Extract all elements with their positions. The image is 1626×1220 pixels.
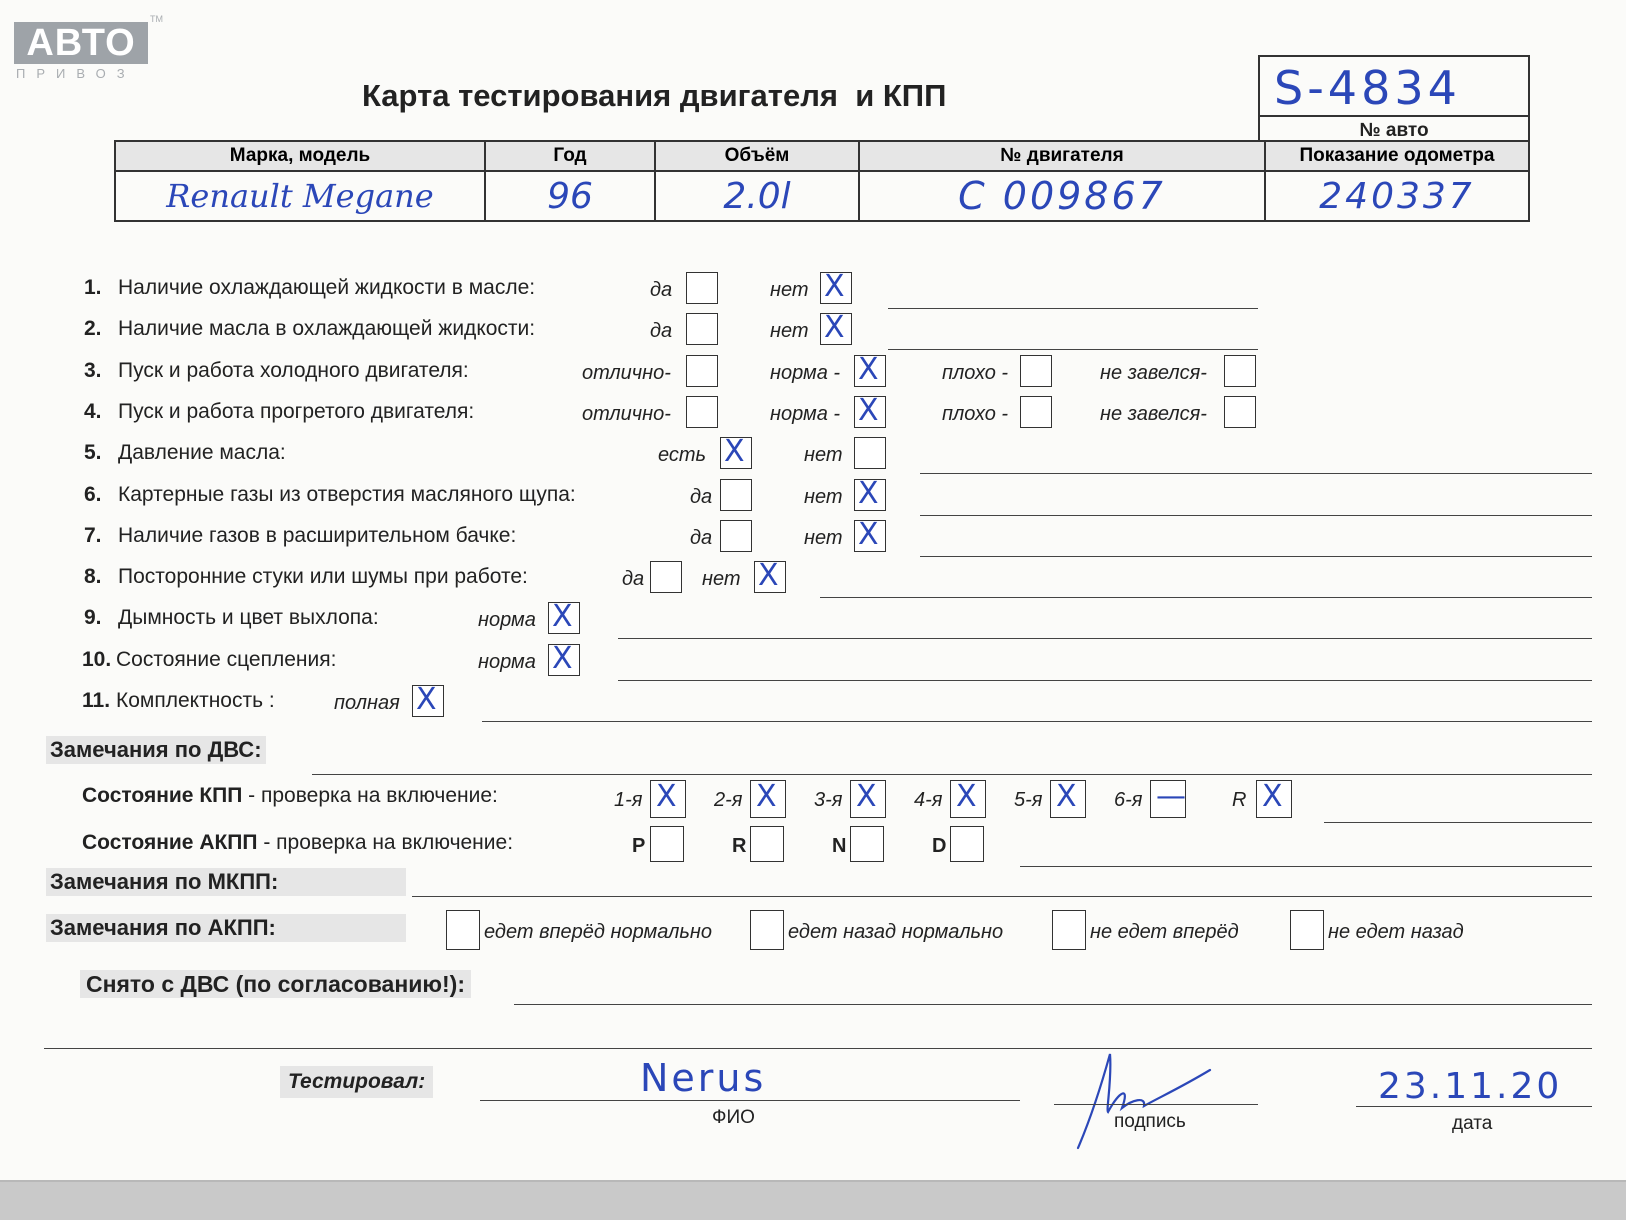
removed-line-2[interactable] bbox=[44, 1048, 1592, 1049]
logo-subtitle: ПРИВОЗ bbox=[16, 66, 136, 81]
option-label: нет bbox=[702, 568, 741, 591]
checkbox[interactable] bbox=[686, 313, 718, 345]
kpp-gear-checkbox[interactable] bbox=[950, 780, 986, 818]
kpp-label bbox=[82, 784, 498, 808]
remarks-akpp-label: Замечания по АКПП: bbox=[46, 914, 406, 942]
akpp-remark-label: едет вперёд нормально bbox=[484, 921, 713, 943]
checkbox[interactable] bbox=[854, 475, 886, 511]
column-header: Объём bbox=[655, 141, 859, 171]
column-header: Марка, модель bbox=[115, 141, 485, 171]
remarks-line[interactable] bbox=[920, 556, 1592, 557]
question-text: Наличие масла в охлаждающей жидкости: bbox=[118, 317, 536, 341]
remarks-mkpp-line[interactable] bbox=[412, 896, 1592, 897]
kpp-label-bold: Состояние КПП bbox=[82, 784, 243, 807]
question-text: Комплектность : bbox=[116, 689, 275, 712]
checkbox[interactable] bbox=[686, 396, 718, 428]
name-caption: ФИО bbox=[712, 1107, 755, 1128]
checkbox[interactable] bbox=[854, 351, 886, 387]
question-number: 11. bbox=[82, 689, 111, 712]
check-mark: X bbox=[552, 599, 573, 635]
odometer-value[interactable]: 240337 bbox=[1265, 171, 1529, 221]
car-number-box bbox=[1258, 55, 1530, 117]
column-header: Год bbox=[485, 141, 655, 171]
logo bbox=[14, 22, 148, 64]
question-number: 7. bbox=[84, 523, 102, 547]
option-label: нет bbox=[804, 444, 843, 467]
checkbox[interactable] bbox=[754, 558, 786, 594]
option-label: плохо - bbox=[942, 361, 1009, 384]
option-label: норма bbox=[478, 609, 536, 632]
car-number-label: № авто bbox=[1258, 117, 1530, 144]
remarks-line[interactable] bbox=[888, 308, 1258, 309]
checkbox[interactable] bbox=[820, 269, 852, 304]
removed-label-text: Снято с ДВС (по согласованию!): bbox=[86, 971, 465, 997]
question-number: 8. bbox=[84, 565, 102, 589]
signature-caption: подпись bbox=[1114, 1111, 1186, 1132]
akpp-label-rest: - проверка на включение: bbox=[257, 831, 514, 854]
question-number: 10. bbox=[82, 647, 112, 671]
akpp-gear-checkbox[interactable] bbox=[950, 826, 984, 862]
check-mark: X bbox=[1056, 779, 1077, 814]
option-label: полная bbox=[334, 692, 400, 714]
kpp-gear-label: 4-я bbox=[914, 789, 943, 811]
remarks-mkpp-label: Замечания по МКПП: bbox=[46, 868, 406, 896]
check-mark: X bbox=[824, 269, 845, 304]
question-number: 1. bbox=[84, 276, 102, 299]
engine-number-value[interactable]: C 009867 bbox=[859, 171, 1265, 221]
question-number: 5. bbox=[84, 441, 102, 465]
checkbox[interactable] bbox=[720, 434, 752, 470]
question-text: Давление масла: bbox=[118, 441, 286, 465]
check-mark: X bbox=[956, 779, 977, 814]
akpp-remarks-line[interactable] bbox=[1020, 866, 1592, 867]
checkbox[interactable] bbox=[854, 392, 886, 428]
option-label: нет bbox=[770, 320, 809, 343]
akpp-remark-checkbox[interactable] bbox=[1052, 910, 1086, 950]
year-value[interactable]: 96 bbox=[485, 171, 655, 221]
page-title: Карта тестирования двигателя и КПП bbox=[362, 78, 947, 113]
check-mark: X bbox=[416, 682, 437, 717]
kpp-gear-label: 2-я bbox=[714, 789, 743, 811]
remarks-line[interactable] bbox=[482, 721, 1592, 722]
akpp-gear-label: P bbox=[632, 835, 646, 857]
kpp-gear-checkbox[interactable] bbox=[750, 780, 786, 818]
question-text: Наличие газов в расширительном бачке: bbox=[118, 523, 517, 547]
kpp-gear-checkbox[interactable] bbox=[1150, 780, 1186, 818]
check-mark: X bbox=[858, 475, 879, 511]
checkbox[interactable] bbox=[720, 479, 752, 511]
option-label: не завелся- bbox=[1100, 361, 1207, 384]
option-label: нет bbox=[770, 279, 809, 301]
checkbox[interactable] bbox=[1020, 355, 1052, 387]
question-number: 4. bbox=[84, 399, 102, 423]
remarks-line[interactable] bbox=[920, 473, 1592, 474]
check-mark: X bbox=[758, 558, 779, 594]
removed-line[interactable] bbox=[514, 1004, 1592, 1005]
logo-text: АВТО bbox=[26, 22, 136, 64]
kpp-gear-checkbox[interactable] bbox=[1256, 780, 1292, 818]
akpp-gear-checkbox[interactable] bbox=[850, 826, 884, 862]
signature-scribble bbox=[1060, 1040, 1240, 1160]
name-line bbox=[480, 1100, 1020, 1101]
akpp-remark-checkbox[interactable] bbox=[1290, 910, 1324, 950]
option-label: да bbox=[690, 526, 713, 549]
model-value[interactable]: Renault Megane bbox=[115, 171, 485, 221]
option-label: да bbox=[650, 320, 673, 343]
check-mark: X bbox=[756, 779, 777, 814]
remarks-dvs-label: Замечания по ДВС: bbox=[46, 736, 266, 764]
date-caption: дата bbox=[1452, 1113, 1493, 1134]
kpp-gear-label: 1-я bbox=[614, 789, 643, 811]
remarks-dvs-line[interactable] bbox=[312, 774, 1592, 775]
option-label: нет bbox=[804, 526, 843, 549]
signature-line[interactable] bbox=[1054, 1104, 1258, 1105]
check-mark: X bbox=[858, 351, 879, 387]
option-label: да bbox=[690, 485, 713, 508]
kpp-gear-label: 3-я bbox=[814, 789, 843, 811]
kpp-gear-label: 6-я bbox=[1114, 789, 1143, 811]
question-text: Посторонние стуки или шумы при работе: bbox=[118, 565, 528, 589]
question-text: Пуск и работа прогретого двигателя: bbox=[118, 399, 475, 423]
question-number: 3. bbox=[84, 358, 102, 382]
checkbox[interactable] bbox=[650, 561, 682, 593]
option-label: отлично- bbox=[582, 361, 671, 384]
question-text: Картерные газы из отверстия масляного щупа: bbox=[118, 482, 576, 506]
akpp-gear-checkbox[interactable] bbox=[650, 826, 684, 862]
column-header: Показание одометра bbox=[1265, 141, 1529, 171]
akpp-gear-checkbox[interactable] bbox=[750, 826, 784, 862]
option-label: нет bbox=[804, 485, 843, 508]
column-header: № двигателя bbox=[859, 141, 1265, 171]
check-mark: X bbox=[856, 779, 877, 814]
kpp-remarks-line[interactable] bbox=[1324, 822, 1592, 823]
check-mark: X bbox=[552, 640, 573, 676]
test-date[interactable]: 23.11.20 bbox=[1378, 1066, 1563, 1107]
remarks-line[interactable] bbox=[618, 638, 1592, 639]
option-label: плохо - bbox=[942, 402, 1009, 425]
akpp-remark-label: едет назад нормально bbox=[788, 921, 1004, 943]
kpp-gear-label: 5-я bbox=[1014, 789, 1043, 811]
question-text: Наличие охлаждающей жидкости в масле: bbox=[118, 276, 536, 299]
akpp-remark-checkbox[interactable] bbox=[446, 910, 480, 950]
question-text: Дымность и цвет выхлопа: bbox=[118, 606, 379, 630]
option-label: норма - bbox=[770, 361, 841, 384]
option-label: норма - bbox=[770, 402, 841, 425]
option-label: да bbox=[622, 568, 645, 591]
question-number: 9. bbox=[84, 606, 102, 630]
remarks-line[interactable] bbox=[888, 349, 1258, 350]
akpp-gear-label: N bbox=[832, 835, 847, 857]
checkbox[interactable] bbox=[854, 437, 886, 469]
check-mark: X bbox=[724, 434, 745, 470]
checkbox[interactable] bbox=[854, 516, 886, 552]
remarks-line[interactable] bbox=[920, 515, 1592, 516]
check-mark: — bbox=[1156, 779, 1186, 814]
akpp-gear-label: D bbox=[932, 835, 947, 857]
checkbox[interactable] bbox=[548, 599, 580, 635]
akpp-remark-label: не едет назад bbox=[1328, 921, 1464, 943]
akpp-label bbox=[82, 831, 513, 855]
kpp-label-rest: - проверка на включение: bbox=[242, 784, 498, 807]
akpp-remark-label: не едет вперёд bbox=[1090, 921, 1239, 943]
akpp-gear-label: R bbox=[732, 835, 747, 857]
removed-label bbox=[80, 970, 471, 998]
volume-value[interactable]: 2.0l bbox=[655, 171, 859, 221]
car-number-value[interactable]: S-4834 bbox=[1274, 61, 1461, 115]
checkbox[interactable] bbox=[1224, 396, 1256, 428]
check-mark: X bbox=[1262, 779, 1283, 814]
kpp-gear-label: R bbox=[1232, 789, 1247, 811]
option-label: норма bbox=[478, 650, 536, 673]
kpp-gear-checkbox[interactable] bbox=[1050, 780, 1086, 818]
checkbox[interactable] bbox=[720, 520, 752, 552]
question-text: Состояние сцепления: bbox=[116, 647, 337, 671]
akpp-label-bold: Состояние АКПП bbox=[82, 831, 258, 854]
checkbox[interactable] bbox=[412, 682, 444, 717]
check-mark: X bbox=[656, 779, 677, 814]
check-mark: X bbox=[824, 310, 845, 346]
checkbox[interactable] bbox=[1224, 355, 1256, 387]
tested-by-label: Тестировал: bbox=[280, 1066, 433, 1098]
logo-tm: TM bbox=[150, 14, 163, 24]
question-number: 2. bbox=[84, 317, 102, 341]
tester-name[interactable]: Nerus bbox=[640, 1056, 767, 1100]
question-text: Пуск и работа холодного двигателя: bbox=[118, 358, 469, 382]
option-label: не завелся- bbox=[1100, 402, 1207, 425]
check-mark: X bbox=[858, 392, 879, 428]
kpp-gear-checkbox[interactable] bbox=[850, 780, 886, 818]
vehicle-info-table bbox=[114, 140, 1530, 222]
option-label: есть bbox=[658, 444, 707, 467]
checkbox[interactable] bbox=[548, 640, 580, 676]
check-mark: X bbox=[858, 516, 879, 552]
akpp-remark-checkbox[interactable] bbox=[750, 910, 784, 950]
option-label: отлично- bbox=[582, 402, 671, 425]
date-line[interactable] bbox=[1356, 1106, 1592, 1107]
checkbox[interactable] bbox=[686, 355, 718, 387]
checkbox[interactable] bbox=[686, 272, 718, 304]
checkbox[interactable] bbox=[820, 310, 852, 346]
remarks-line[interactable] bbox=[820, 597, 1592, 598]
checkbox[interactable] bbox=[1020, 396, 1052, 428]
kpp-gear-checkbox[interactable] bbox=[650, 780, 686, 818]
remarks-line[interactable] bbox=[618, 680, 1592, 681]
option-label: да bbox=[650, 279, 673, 301]
question-number: 6. bbox=[84, 482, 102, 506]
